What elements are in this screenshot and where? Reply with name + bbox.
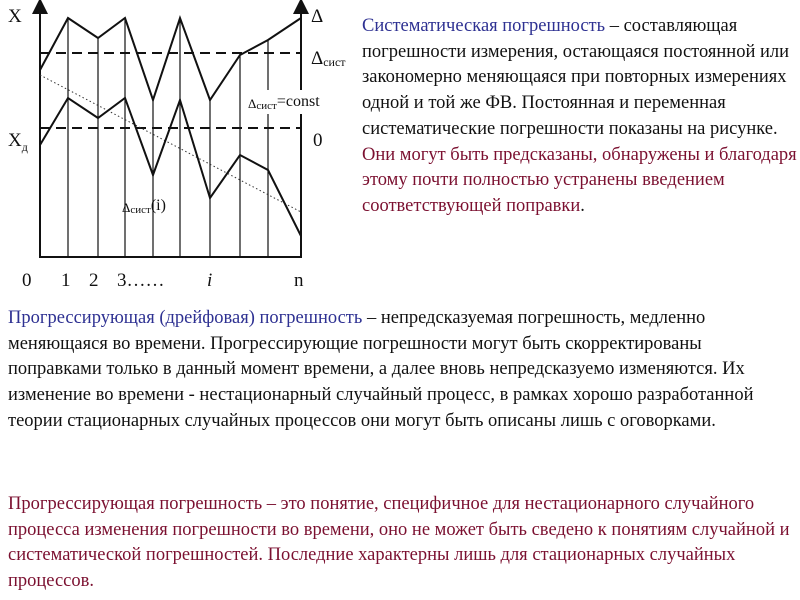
const-error-label: Δсист=const — [248, 93, 320, 112]
axis-x-label: X — [8, 6, 22, 27]
variable-error-curve — [40, 98, 301, 236]
tick-n: n — [294, 270, 304, 291]
progressive-error-paragraph — [8, 306, 798, 435]
delta-sist-sub: сист — [323, 55, 346, 69]
true-value-label — [8, 130, 28, 154]
xd-sub: д — [21, 140, 28, 154]
tick-2: 2 — [89, 270, 99, 291]
systematic-error-note-end: . — [580, 195, 585, 216]
axis-delta-label: Δ — [311, 6, 324, 27]
progressive-error-concept: Прогрессирующая погрешность – это понятие, специфичное для нестационарного случайного процесса изменения погрешности во времени, оно не может быть сведено к понятиям случайной и систематической погрешностей. Последние характерны лишь для стационарных случайных процессов. — [8, 494, 790, 592]
systematic-error-note: Они могут быть предсказаны, обнаружены и благодаря этому почти полностью устранены введением соответствующей поправки — [362, 144, 797, 216]
zero-right-label: 0 — [313, 130, 323, 151]
systematic-error-definition: – составляющая погрешности измерения, остающаяся постоянной или закономерно меняющаяся при повторных измерениях одной и той же ФВ. Постоянная и переменная систематические погрешности показаны на рисунке. — [362, 16, 790, 139]
variable-error-label: Δсист(i) — [122, 197, 166, 216]
tick-i: i — [207, 270, 213, 291]
delta-sist-label — [311, 48, 346, 69]
constant-error-curve — [40, 18, 301, 100]
tick-3: 3…… — [117, 270, 165, 291]
xd-main: X — [8, 130, 22, 151]
x-tick-labels — [22, 270, 304, 291]
systematic-error-block — [362, 14, 798, 220]
tick-0: 0 — [22, 270, 32, 291]
delta-sist-main: Δ — [311, 48, 324, 69]
systematic-error-term: Систематическая погрешность — [362, 16, 606, 36]
progressive-error-definition: – непредсказуемая погрешность, медленно меняющаяся во времени. Прогрессирующие погрешности могут быть скорректированы поправками только в данный момент времени, а далее вновь непредсказуемо изменяются. Их изменение во времени - нестационарный случайный процесс, в рамках хорошо разработанной теории стационарных случайных процессов они могут быть описаны лишь с оговорками. — [8, 308, 754, 431]
tick-1: 1 — [61, 270, 71, 291]
progressive-error-term: Прогрессирующая (дрейфовая) погрешность — [8, 308, 363, 328]
error-diagram — [0, 0, 360, 295]
